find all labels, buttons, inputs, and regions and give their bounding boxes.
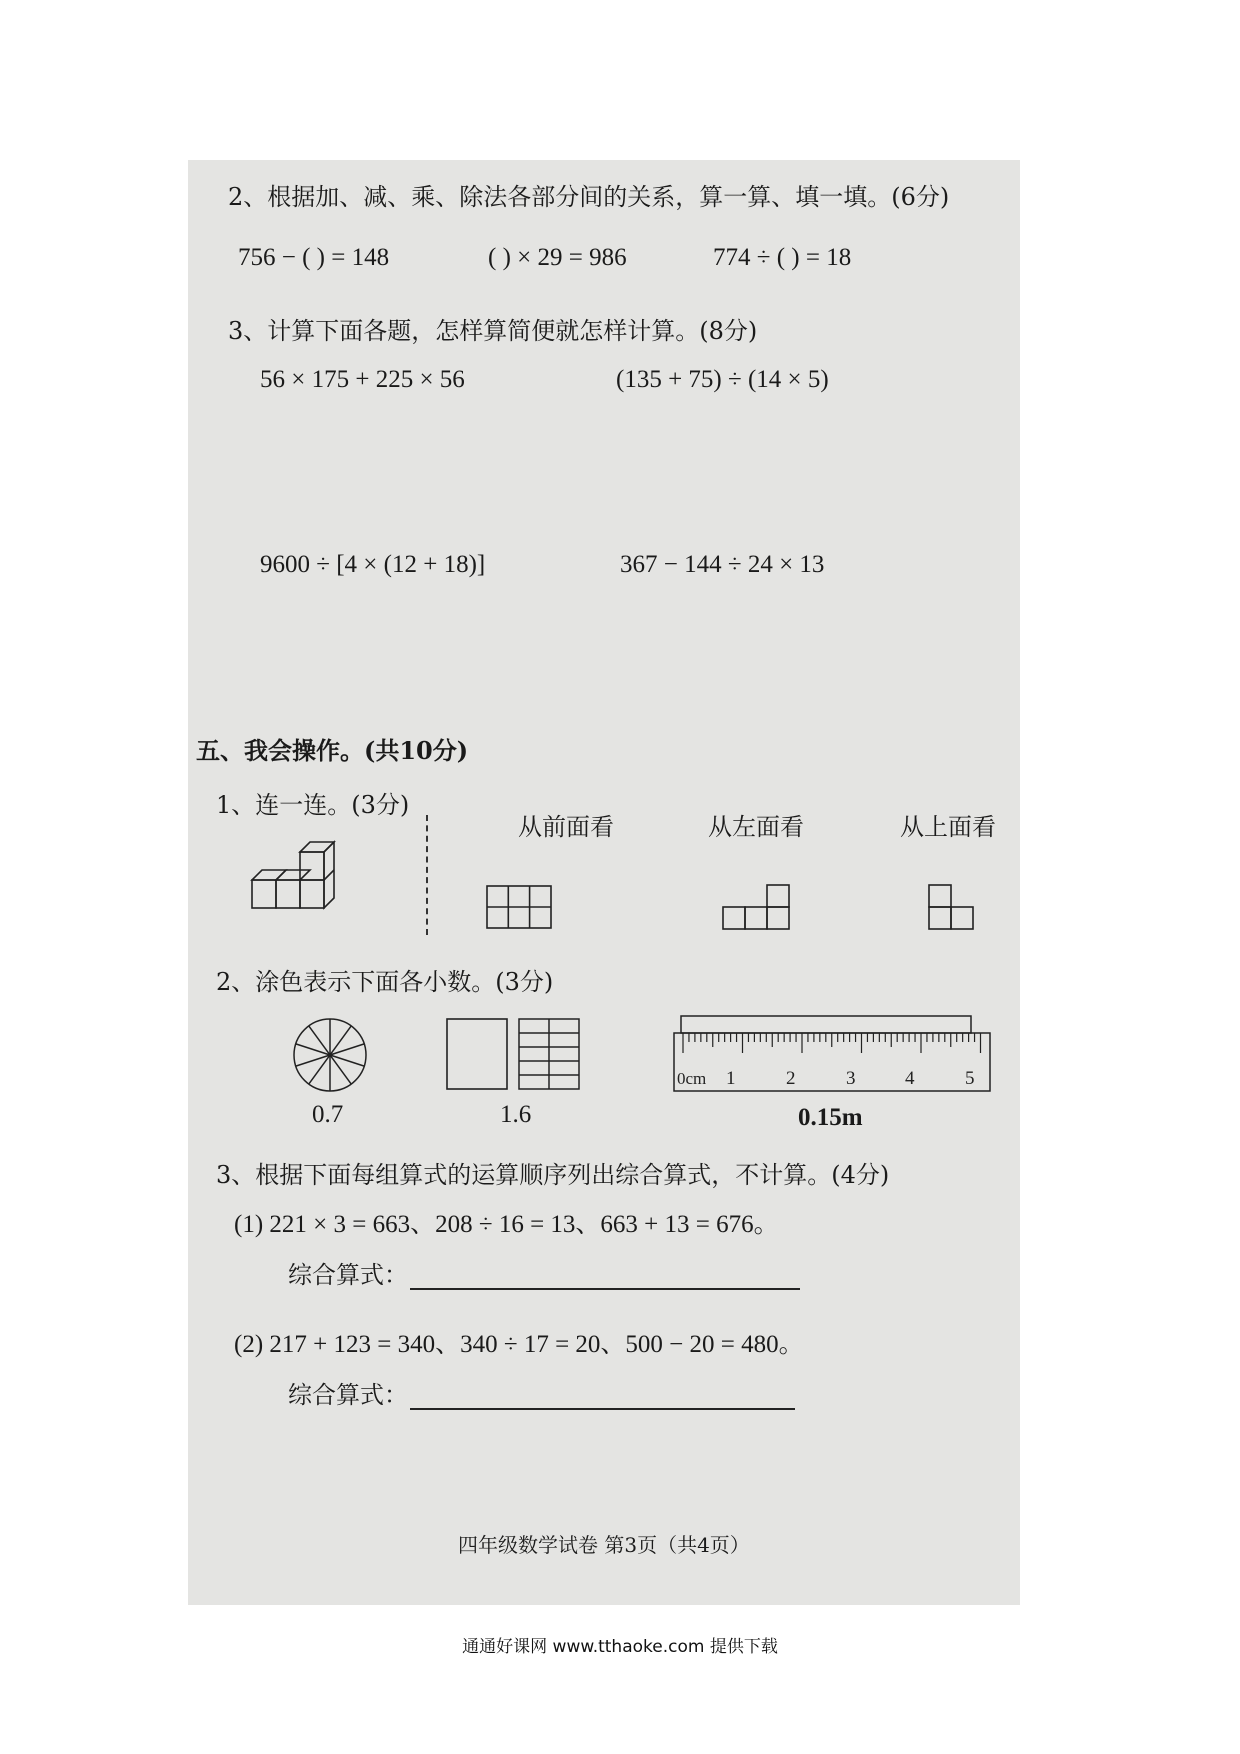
page-footer: 四年级数学试卷 第3页（共4页） [458, 1533, 750, 1557]
ruler-label-2: 2 [786, 1068, 796, 1089]
q2-title: 2、根据加、减、乘、除法各部分间的关系，算一算、填一填。(6分) [228, 183, 950, 211]
view-label-top: 从上面看 [900, 813, 996, 841]
ruler-label-3: 3 [846, 1068, 856, 1089]
ruler-label-5: 5 [965, 1068, 975, 1089]
square-grid-ten [518, 1018, 580, 1090]
section5-title: 五、我会操作。(共10分) [196, 736, 469, 765]
answer-line-1[interactable] [410, 1288, 800, 1290]
q3-item-2: (135 + 75) ÷ (14 × 5) [616, 366, 829, 393]
square-blank [446, 1018, 508, 1090]
answer-line-2[interactable] [410, 1408, 795, 1410]
value-ruler: 0.15m [798, 1104, 863, 1131]
view-figure-l-shape [928, 882, 974, 930]
answer-label-2: 综合算式： [288, 1381, 408, 1409]
s5-p3-item-2: (2) 217 + 123 = 340、340 ÷ 17 = 20、500 − 20 = 480。 [234, 1331, 804, 1358]
view-figure-grid [486, 885, 552, 929]
q2-item-2: ( ) × 29 = 986 [488, 244, 627, 271]
value-squares: 1.6 [500, 1101, 532, 1128]
site-footer: 通通好课网 www.tthaoke.com 提供下载 [462, 1637, 778, 1657]
q3-item-4: 367 − 144 ÷ 24 × 13 [620, 551, 825, 578]
q2-item-3: 774 ÷ ( ) = 18 [713, 244, 852, 271]
s5-p3-title: 3、根据下面每组算式的运算顺序列出综合算式，不计算。(4分) [216, 1161, 890, 1189]
dashed-divider [426, 815, 428, 935]
cube-solid-figure [248, 828, 358, 918]
exam-page [188, 160, 1020, 1605]
ruler-label-0: 0cm [677, 1069, 707, 1088]
value-circle: 0.7 [312, 1101, 344, 1128]
view-figure-steps [722, 882, 790, 930]
view-label-front: 从前面看 [518, 813, 614, 841]
ruler [673, 1015, 993, 1093]
circle-ten-parts [292, 1017, 368, 1093]
ruler-label-4: 4 [905, 1068, 915, 1089]
q3-item-3: 9600 ÷ [4 × (12 + 18)] [260, 551, 486, 578]
q2-item-1: 756 − ( ) = 148 [238, 244, 390, 271]
q3-item-1: 56 × 175 + 225 × 56 [260, 366, 465, 393]
answer-label-1: 综合算式： [288, 1261, 408, 1289]
ruler-label-1: 1 [726, 1068, 736, 1089]
s5-p3-item-1: (1) 221 × 3 = 663、208 ÷ 16 = 13、663 + 13 = 676。 [234, 1211, 779, 1238]
s5-p2-title: 2、涂色表示下面各小数。(3分) [216, 968, 554, 996]
s5-p1-title: 1、连一连。(3分) [216, 791, 410, 819]
view-label-left: 从左面看 [708, 813, 804, 841]
q3-title: 3、计算下面各题，怎样算简便就怎样计算。(8分) [228, 317, 758, 345]
